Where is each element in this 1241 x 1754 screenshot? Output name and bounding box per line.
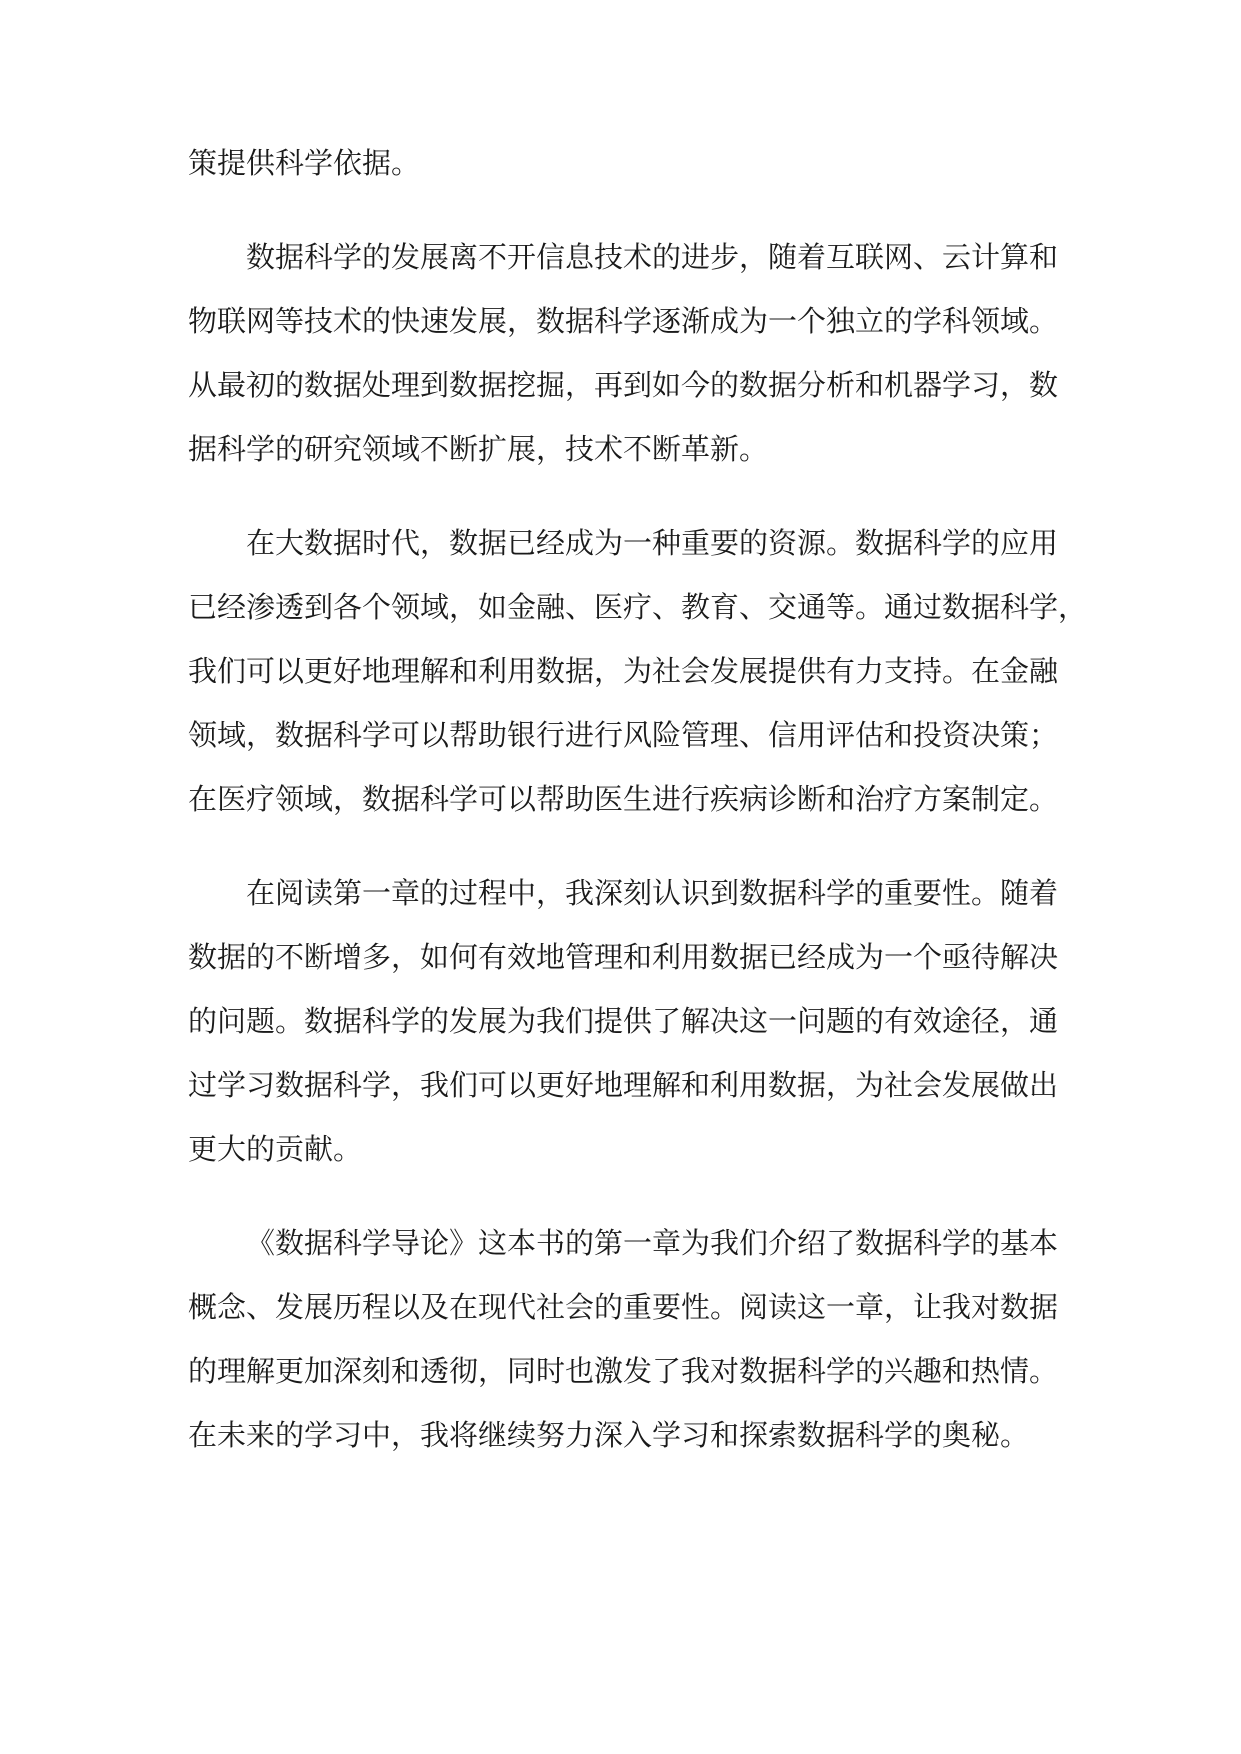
text-line: 已经渗透到各个领域，如金融、医疗、教育、交通等。通过数据科学，: [188, 590, 1088, 624]
text-line: 我们可以更好地理解和利用数据，为社会发展提供有力支持。在金融: [188, 654, 1059, 688]
text-line: 更大的贡献。: [188, 1132, 363, 1166]
text-line: 在大数据时代，数据已经成为一种重要的资源。数据科学的应用: [246, 526, 1059, 560]
text-line: 数据科学的发展离不开信息技术的进步，随着互联网、云计算和: [246, 240, 1059, 274]
text-line: 物联网等技术的快速发展，数据科学逐渐成为一个独立的学科领域。: [188, 304, 1059, 338]
text-line: 的理解更加深刻和透彻，同时也激发了我对数据科学的兴趣和热情。: [188, 1354, 1059, 1388]
text-line: 在未来的学习中，我将继续努力深入学习和探索数据科学的奥秘。: [188, 1418, 1030, 1452]
text-line: 据科学的研究领域不断扩展，技术不断革新。: [188, 432, 769, 466]
text-line: 概念、发展历程以及在现代社会的重要性。阅读这一章，让我对数据: [188, 1290, 1059, 1324]
paragraph-4: [188, 861, 1058, 1181]
text-line: 在医疗领域，数据科学可以帮助医生进行疾病诊断和治疗方案制定。: [188, 782, 1059, 816]
paragraph-1: [188, 131, 1058, 195]
text-line: 的问题。数据科学的发展为我们提供了解决这一问题的有效途径，通: [188, 1004, 1059, 1038]
paragraph-3: [188, 511, 1088, 831]
text-line: 《数据科学导论》这本书的第一章为我们介绍了数据科学的基本: [246, 1226, 1059, 1260]
body-text: [188, 131, 1088, 1497]
text-line: 在阅读第一章的过程中，我深刻认识到数据科学的重要性。随着: [246, 876, 1059, 910]
paragraph-5: [188, 1211, 1058, 1467]
paragraph-2: [188, 225, 1058, 481]
text-line: 领域，数据科学可以帮助银行进行风险管理、信用评估和投资决策；: [188, 718, 1059, 752]
text-line: 策提供科学依据。: [188, 146, 421, 180]
text-line: 过学习数据科学，我们可以更好地理解和利用数据，为社会发展做出: [188, 1068, 1059, 1102]
text-line: 数据的不断增多，如何有效地管理和利用数据已经成为一个亟待解决: [188, 940, 1059, 974]
text-line: 从最初的数据处理到数据挖掘，再到如今的数据分析和机器学习，数: [188, 368, 1059, 402]
